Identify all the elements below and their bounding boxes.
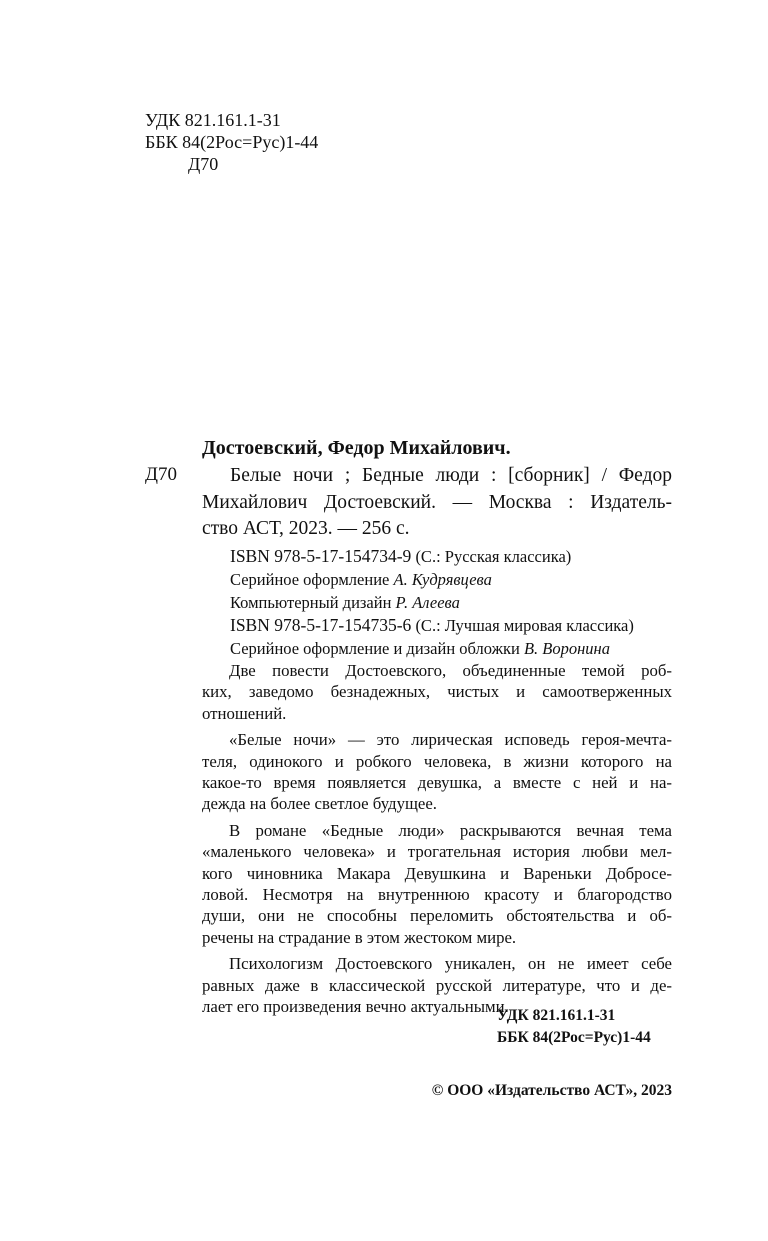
udk-code-bottom: УДК 821.161.1-31	[497, 1007, 616, 1024]
author-mark-top: Д70	[188, 154, 219, 174]
annotation-line: Психологизм Достоевского уникален, он не имеет себе	[229, 954, 672, 974]
annotation	[202, 660, 672, 1023]
annotation-line: «Белые ночи» — это лирическая исповедь героя-мечта-	[229, 730, 672, 750]
annotation-line: В романе «Бедные люди» раскрываются вечная тема	[229, 820, 672, 840]
isbn-series: (С.: Русская классика)	[415, 547, 572, 566]
annotation-line: дежда на более светлое будущее.	[202, 794, 437, 814]
copyright-notice: © ООО «Издательство АСТ», 2023	[431, 1082, 672, 1099]
annotation-line: души, они не способны переломить обстоятельства и об-	[202, 906, 672, 926]
classification-bottom	[497, 1005, 651, 1048]
annotation-line: ких, заведомо безнадежных, чистых и самоотверженных	[202, 682, 672, 702]
annotation-line: «маленького человека» и трогательная история любви мел-	[202, 842, 672, 862]
shelf-mark: Д70	[145, 464, 177, 485]
title-line: Михайлович Достоевский. — Москва : Издатель-	[202, 491, 672, 513]
isbn-number: ISBN 978-5-17-154734-9	[230, 546, 412, 566]
credit-label: Серийное оформление и дизайн обложки	[230, 639, 520, 659]
title-line: Белые ночи ; Бедные люди : [сборник] / Федор	[230, 465, 672, 486]
isbn-line-1	[230, 545, 634, 569]
annotation-line: Две повести Достоевского, объединенные темой роб-	[229, 661, 672, 680]
annotation-paragraph	[202, 820, 672, 948]
credit-person: А. Кудрявцева	[393, 569, 492, 589]
bbk-code-top: ББК 84(2Рос=Рус)1-44	[145, 132, 319, 152]
bibliographic-description	[202, 463, 672, 543]
isbn-series: (С.: Лучшая мировая классика)	[415, 616, 634, 636]
credit-series-design	[230, 569, 634, 592]
credit-person: В. Воронина	[523, 639, 610, 659]
title-line: ство АСТ, 2023. — 256 с.	[202, 518, 410, 539]
isbn-number: ISBN 978-5-17-154735-6	[230, 615, 412, 636]
annotation-line: какое-то время появляется девушка, а вместе с ней и на-	[202, 773, 672, 793]
annotation-line: речены на страдание в этом жестоком мире.	[202, 927, 517, 947]
credit-label: Серийное оформление	[230, 569, 390, 589]
isbn-block	[230, 545, 634, 661]
credit-computer-design	[230, 592, 634, 615]
annotation-paragraph	[202, 729, 672, 815]
author-heading: Достоевский, Федор Михайлович.	[202, 437, 511, 459]
annotation-line: кого чиновника Макара Девушкина и Вареньки Добросе-	[202, 863, 672, 883]
credit-cover-design	[230, 638, 634, 661]
credit-label: Компьютерный дизайн	[230, 592, 392, 612]
annotation-line: ловой. Несмотря на внутреннюю красоту и благородство	[202, 885, 672, 905]
isbn-line-2	[230, 614, 634, 638]
annotation-line: отношений.	[202, 703, 287, 723]
annotation-paragraph	[202, 660, 672, 724]
credit-person: Р. Алеева	[395, 592, 460, 612]
annotation-line: равных даже в классической русской литературе, что и де-	[202, 975, 672, 995]
bbk-code-bottom: ББК 84(2Рос=Рус)1-44	[497, 1028, 651, 1046]
annotation-line: теля, одинокого и робкого человека, в жизни которого на	[202, 751, 672, 771]
annotation-line: лает его произведения вечно актуальными.	[202, 997, 509, 1017]
udk-code-top: УДК 821.161.1-31	[145, 110, 281, 130]
